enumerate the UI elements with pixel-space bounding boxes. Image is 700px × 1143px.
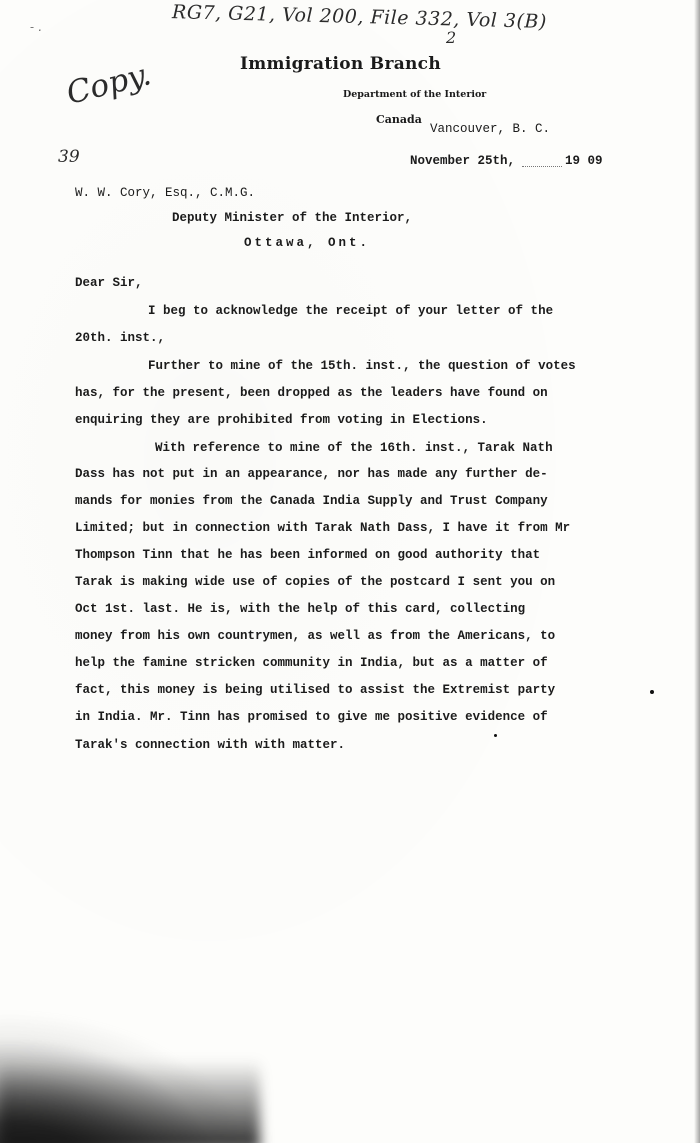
letter-year: 19 09: [565, 154, 603, 168]
body-line: has, for the present, been dropped as the leaders have found on: [75, 386, 548, 400]
body-line: fact, this money is being utilised to assist the Extremist party: [75, 683, 556, 697]
recipient-city: Ottawa, Ont.: [244, 236, 371, 250]
date-dotted-rule: [522, 166, 562, 167]
body-line: in India. Mr. Tinn has promised to give me positive evidence of: [75, 710, 548, 724]
body-line: Thompson Tinn that he has been informed on good authority that: [75, 548, 541, 562]
body-line: mands for monies from the Canada India Supply and Trust Company: [75, 494, 548, 508]
scan-shadow-base: [0, 1060, 260, 1143]
body-line: I beg to acknowledge the receipt of your letter of the: [148, 304, 554, 318]
recipient-name: W. W. Cory, Esq., C.M.G.: [75, 186, 256, 200]
archive-sub-number: 2: [446, 28, 457, 47]
letterhead-branch: Immigration Branch: [240, 54, 441, 74]
body-line: Tarak's connection with with matter.: [75, 738, 346, 752]
letterhead-department: Department of the Interior: [343, 89, 487, 100]
document-number-handwritten: 39: [58, 147, 80, 167]
corner-mark: - .: [30, 20, 42, 34]
body-line: Tarak is making wide use of copies of the postcard I sent you on: [75, 575, 556, 589]
archive-reference-handwritten: RG7, G21, Vol 200, File 332, Vol 3(B): [171, 1, 548, 33]
letterhead-country: Canada: [376, 113, 422, 126]
body-line: Further to mine of the 15th. inst., the question of votes: [148, 359, 576, 373]
body-line: help the famine stricken community in India, but as a matter of: [75, 656, 548, 670]
stray-ink-dot: [650, 690, 654, 694]
body-line: Oct 1st. last. He is, with the help of this card, collecting: [75, 602, 526, 616]
body-line: enquiring they are prohibited from voting in Elections.: [75, 413, 488, 427]
stray-ink-dot: [494, 734, 497, 737]
recipient-title: Deputy Minister of the Interior,: [172, 211, 413, 225]
body-line: 20th. inst.,: [75, 331, 166, 345]
page-edge-shadow: [694, 0, 700, 1143]
sender-location: Vancouver, B. C.: [430, 122, 551, 136]
body-line: Limited; but in connection with Tarak Nath Dass, I have it from Mr: [75, 521, 571, 535]
body-line: money from his own countrymen, as well as from the Americans, to: [75, 629, 556, 643]
body-line: With reference to mine of the 16th. inst., Tarak Nath: [155, 441, 553, 455]
body-line: Dass has not put in an appearance, nor has made any further de-: [75, 467, 548, 481]
salutation: Dear Sir,: [75, 276, 143, 290]
letter-date: November 25th,: [410, 154, 516, 168]
copy-mark-handwritten: Copy.: [62, 56, 155, 112]
